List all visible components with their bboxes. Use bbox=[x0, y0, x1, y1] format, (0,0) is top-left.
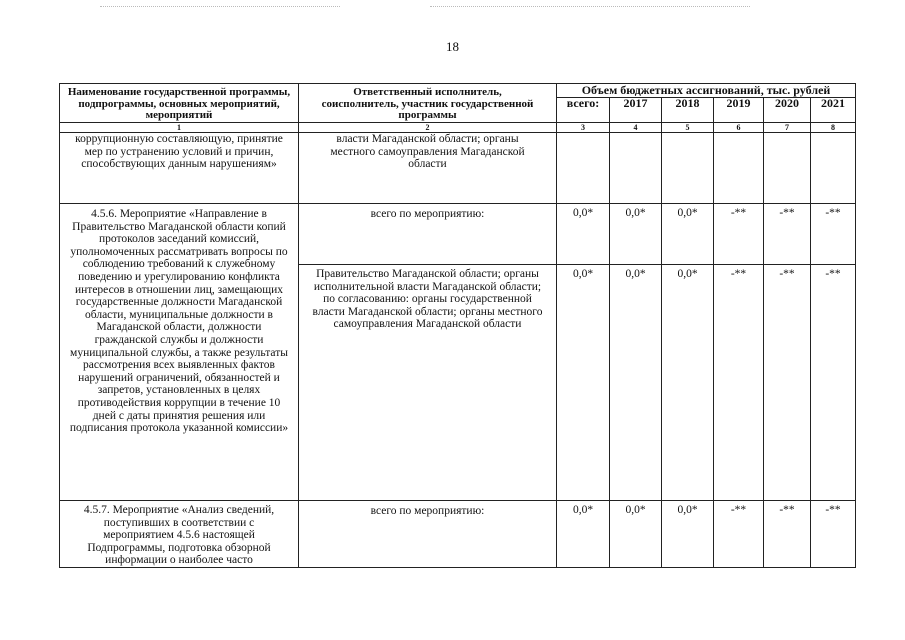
colnum-7: 7 bbox=[764, 123, 811, 133]
header-year-2018: 2018 bbox=[662, 98, 714, 123]
colnum-2: 2 bbox=[299, 123, 557, 133]
table-row bbox=[60, 501, 856, 568]
row-executor: всего по мероприятию: bbox=[299, 204, 557, 265]
header-executor: Ответственный исполнитель, соисполнитель, участник государственной программы bbox=[299, 84, 557, 123]
value-total bbox=[557, 133, 610, 204]
value-2021 bbox=[811, 133, 856, 204]
value-2018 bbox=[662, 133, 714, 204]
header-year-2021: 2021 bbox=[811, 98, 856, 123]
value-total: 0,0* bbox=[557, 265, 610, 501]
row-name: 4.5.6. Мероприятие «Направление в Правительство Магаданской области копий протоколов заседаний комиссий, уполномоченных рассматривать вопросы по соблюдению требований к служебному поведению и урегулированию конфликта интересов в отношении лиц, замещающих государственные должности Магаданской области, муниципальные должности в Магаданской области, должности гражданской службы и должности муниципальной службы, а также результаты рассмотрения всех выявленных фактов нарушений ограничений, обязанностей и запретов, установленных в целях противодействия коррупции в течение 10 дней с даты принятия решения или подписания протокола указанной комиссии» bbox=[60, 204, 299, 501]
value-total: 0,0* bbox=[557, 204, 610, 265]
value-total: 0,0* bbox=[557, 501, 610, 568]
value-2020: -** bbox=[764, 501, 811, 568]
colnum-5: 5 bbox=[662, 123, 714, 133]
row-name: 4.5.7. Мероприятие «Анализ сведений, поступивших в соответствии с мероприятием 4.5.6 настоящей Подпрограммы, подготовка обзорной информации о наиболее часто bbox=[60, 501, 299, 568]
column-numbers-row bbox=[60, 123, 856, 133]
value-2017: 0,0* bbox=[610, 501, 662, 568]
table-row bbox=[60, 133, 856, 204]
value-2019 bbox=[714, 133, 764, 204]
header-year-2020: 2020 bbox=[764, 98, 811, 123]
value-2017 bbox=[610, 133, 662, 204]
row-executor: Правительство Магаданской области; органы исполнительной власти Магаданской области; по согласованию: органы государственной власти Магаданской области; органы местного самоуправления Магаданской области bbox=[299, 265, 557, 501]
colnum-8: 8 bbox=[811, 123, 856, 133]
header-year-2019: 2019 bbox=[714, 98, 764, 123]
value-2019: -** bbox=[714, 501, 764, 568]
value-2018: 0,0* bbox=[662, 501, 714, 568]
value-2017: 0,0* bbox=[610, 265, 662, 501]
value-2019: -** bbox=[714, 204, 764, 265]
value-2020: -** bbox=[764, 265, 811, 501]
row-executor: всего по мероприятию: bbox=[299, 501, 557, 568]
colnum-6: 6 bbox=[714, 123, 764, 133]
value-2017: 0,0* bbox=[610, 204, 662, 265]
budget-table bbox=[59, 83, 856, 568]
value-2020 bbox=[764, 133, 811, 204]
row-name: коррупционную составляющую, принятие мер по устранению условий и причин, способствующих данным нарушениям» bbox=[60, 133, 299, 204]
colnum-3: 3 bbox=[557, 123, 610, 133]
page-number: 18 bbox=[446, 39, 459, 54]
value-2021: -** bbox=[811, 265, 856, 501]
colnum-1: 1 bbox=[60, 123, 299, 133]
value-2021: -** bbox=[811, 204, 856, 265]
value-2020: -** bbox=[764, 204, 811, 265]
value-2021: -** bbox=[811, 501, 856, 568]
table-row bbox=[60, 204, 856, 265]
header-budget: Объем бюджетных ассигнований, тыс. рублей bbox=[557, 84, 856, 98]
colnum-4: 4 bbox=[610, 123, 662, 133]
header-name: Наименование государственной программы, подпрограммы, основных мероприятий, мероприятий bbox=[60, 84, 299, 123]
row-executor: власти Магаданской области; органы местного самоуправления Магаданской области bbox=[299, 133, 557, 204]
header-total: всего: bbox=[557, 98, 610, 123]
header-year-2017: 2017 bbox=[610, 98, 662, 123]
value-2019: -** bbox=[714, 265, 764, 501]
value-2018: 0,0* bbox=[662, 204, 714, 265]
value-2018: 0,0* bbox=[662, 265, 714, 501]
